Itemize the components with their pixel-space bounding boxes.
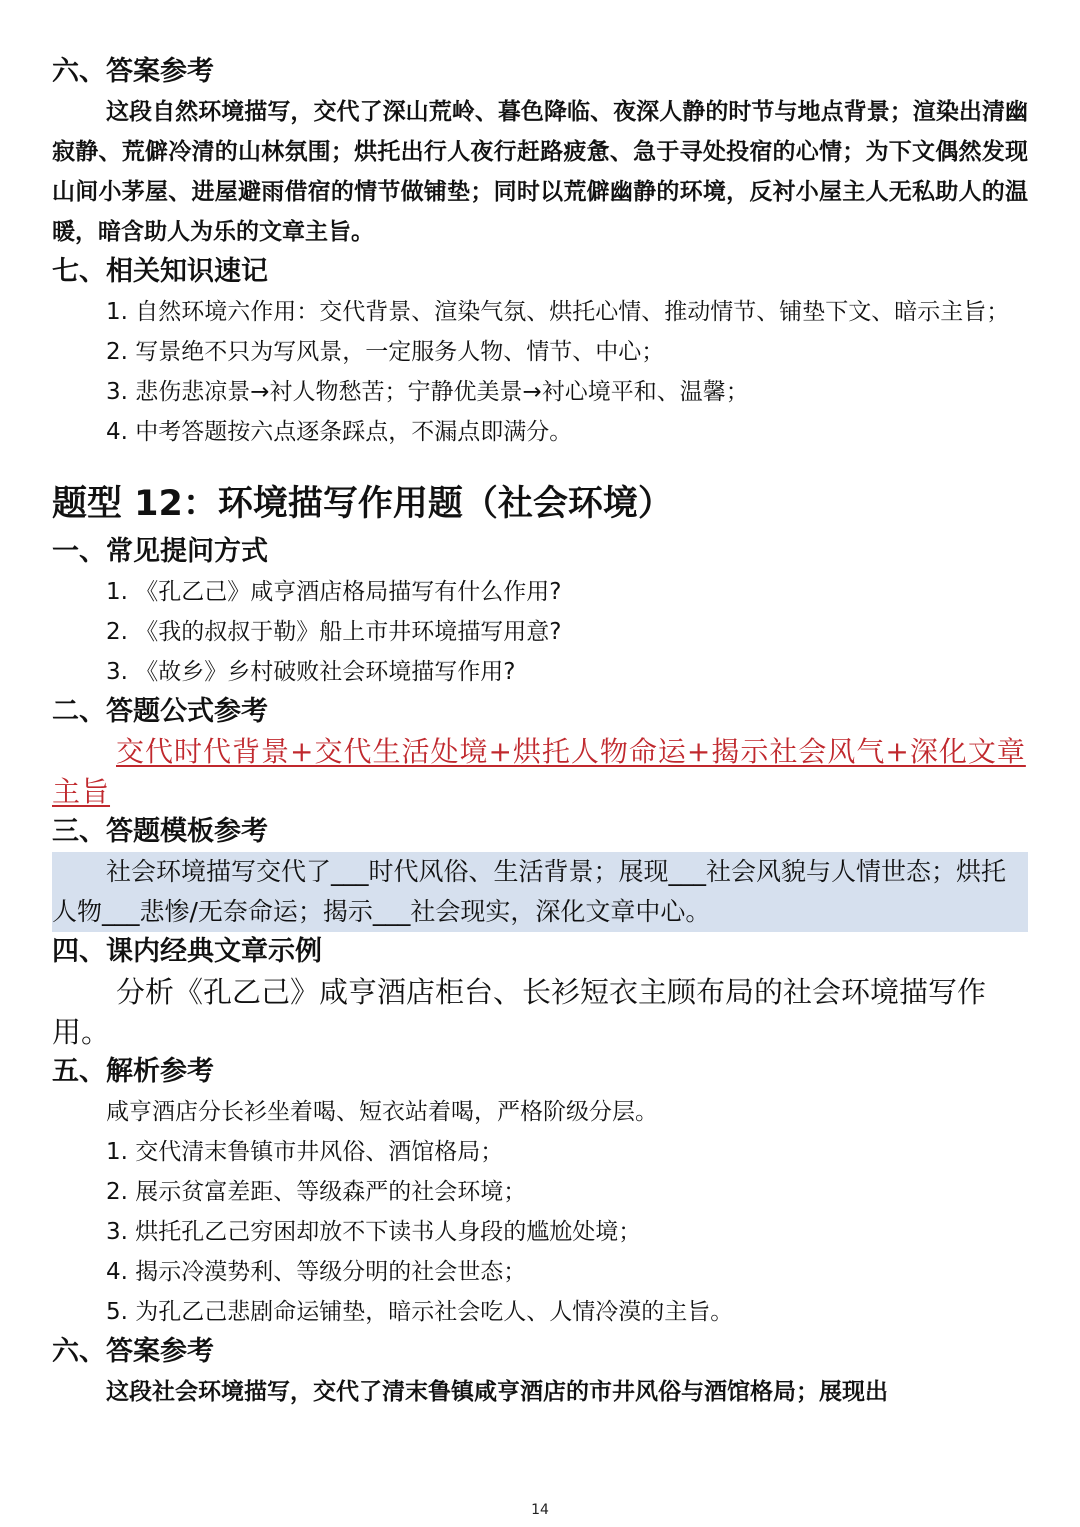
section-heading-answer-reference: 六、答案参考 [52,56,214,87]
page-number: 14 [531,1502,549,1518]
knowledge-item-1: 1. 自然环境六作用：交代背景、渲染气氛、烘托心情、推动情节、铺垫下文、暗示主旨； [106,299,1010,325]
analysis-item-2: 2. 展示贫富差距、等级森严的社会环境； [106,1179,527,1205]
analysis-item-5: 5. 为孔乙己悲剧命运铺垫，暗示社会吃人、人情冷漠的主旨。 [106,1299,734,1325]
answer-template: 社会环境描写交代了___时代风俗、生活背景；展现___社会风貌与人情世态；烘托人物___悲惨/无奈命运；揭示___社会现实，深化文章中心。 [52,852,1028,932]
question-item-3: 3. 《故乡》乡村破败社会环境描写作用? [106,659,516,685]
question-type-title: 题型 12：环境描写作用题（社会环境） [52,484,673,524]
section-heading-formula: 二、答题公式参考 [52,696,268,727]
analysis-item-4: 4. 揭示冷漠势利、等级分明的社会世态； [106,1259,527,1285]
answer-paragraph-social-env: 这段社会环境描写，交代了清末鲁镇咸亨酒店的市井风俗与酒馆格局；展现出 [106,1378,888,1405]
question-item-2: 2. 《我的叔叔于勒》船上市井环境描写用意? [106,619,562,645]
knowledge-item-3: 3. 悲伤悲凉景→衬人物愁苦；宁静优美景→衬心境平和、温馨； [106,379,749,405]
section-heading-common-questions: 一、常见提问方式 [52,536,268,567]
document-page [52,52,1028,1412]
answer-paragraph-natural-env: 这段自然环境描写，交代了深山荒岭、暮色降临、夜深人静的时节与地点背景；渲染出清幽寂静、荒僻冷清的山林氛围；烘托出行人夜行赶路疲惫、急于寻处投宿的心情；为下文偶然发现山间小茅屋、进屋避雨借宿的情节做铺垫；同时以荒僻幽静的环境，反衬小屋主人无私助人的温暖，暗含助人为乐的文章主旨。 [52,98,1028,245]
knowledge-item-4: 4. 中考答题按六点逐条踩点，不漏点即满分。 [106,419,573,445]
example-prompt: 分析《孔乙己》咸亨酒店柜台、长衫短衣主顾布局的社会环境描写作用。 [52,975,987,1049]
section-heading-answer-reference-2: 六、答案参考 [52,1336,214,1367]
section-heading-knowledge: 七、相关知识速记 [52,256,268,287]
question-item-1: 1. 《孔乙己》咸亨酒店格局描写有什么作用? [106,579,562,605]
section-heading-analysis: 五、解析参考 [52,1056,214,1087]
analysis-intro: 咸亨酒店分长衫坐着喝、短衣站着喝，严格阶级分层。 [106,1099,658,1125]
knowledge-item-2: 2. 写景绝不只为写风景，一定服务人物、情节、中心； [106,339,665,365]
analysis-item-1: 1. 交代清末鲁镇市井风俗、酒馆格局； [106,1139,504,1165]
analysis-item-3: 3. 烘托孔乙己穷困却放不下读书人身段的尴尬处境； [106,1219,642,1245]
section-heading-example: 四、课内经典文章示例 [52,936,322,967]
answer-formula: 交代时代背景+交代生活处境+烘托人物命运+揭示社会风气+深化文章主旨 [52,735,1026,808]
section-heading-template: 三、答题模板参考 [52,816,268,847]
